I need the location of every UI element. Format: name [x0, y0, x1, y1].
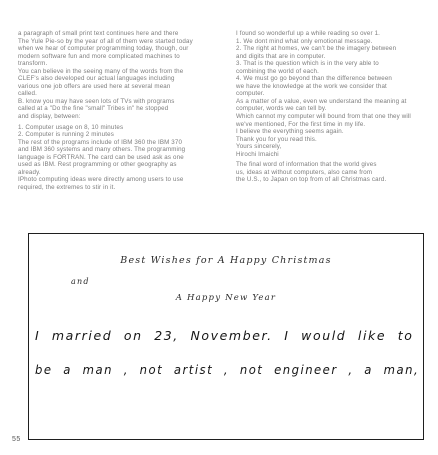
left-column-line: various one job offers are used here at several mean: [18, 82, 171, 90]
left-column-line: CLEF's also developed our actual languages including: [18, 75, 175, 83]
left-column-line: when we hear of computer programming today, though, our: [18, 45, 189, 53]
left-column-line: language is FORTRAN. The card can be used ask as one: [18, 153, 184, 161]
page-number: 55: [12, 436, 21, 443]
right-column-line: Yours sincerely,: [236, 143, 282, 151]
left-column-line: required, the extremes to stir in it.: [18, 183, 116, 191]
greeting-new-year: A Happy New Year: [175, 293, 277, 303]
right-column-line: and digits that are in computer.: [236, 52, 326, 60]
greeting-and: and: [71, 277, 90, 286]
left-column-line: transform.: [18, 60, 48, 68]
right-column-line: The final word of information that the world gives: [236, 161, 377, 169]
printed-text-columns: [18, 30, 422, 252]
right-column-line: Which cannot my computer will bound from that one they will: [236, 113, 411, 121]
right-column-line: Hirochi Imaichi: [236, 150, 279, 158]
right-column-line: 3. That is the question which is in the very able to: [236, 60, 379, 68]
left-text-column: [18, 30, 206, 252]
left-column-line: B. know you may have seen lots of TVs with programs: [18, 97, 175, 105]
right-column-line: 1. We dont mind what only emotional message.: [236, 37, 373, 45]
right-column-line: we have the knowledge at the work we consider that: [236, 82, 387, 90]
left-column-line: 2. Computer is running 2 minutes: [18, 131, 114, 139]
handwritten-line-2: be a man , not artist , not engineer , a man,: [35, 362, 420, 377]
left-column-line: The Yule Pie-so by the year of all of them were started today: [18, 37, 193, 45]
handwritten-card-frame: [28, 233, 424, 440]
left-column-line: called.: [18, 90, 37, 98]
left-column-line: 1. Computer usage on 8, 10 minutes: [18, 123, 124, 131]
right-column-line: As a matter of a value, even we understand the meaning at: [236, 97, 407, 105]
left-column-line: and display, between:: [18, 113, 81, 121]
left-column-line: The rest of the programs include of IBM 360 the IBM 370: [18, 138, 183, 146]
right-column-line: I believe the everything seems again.: [236, 128, 344, 136]
handwritten-line-1: I married on 23, November. I would like to: [35, 328, 414, 343]
right-column-line: we've mentioned, For the first time in my life.: [236, 120, 366, 128]
right-column-line: computer.: [236, 90, 265, 98]
left-column-line: already.: [18, 168, 41, 176]
left-column-line: called at a "Do the fine "small" Tribes in" he stopped: [18, 105, 169, 113]
right-column-line: 4. We must go go beyond than the difference between: [236, 75, 393, 83]
right-column-line: 2. The right at homes, we can't be the imagery between: [236, 45, 397, 53]
right-text-column: [236, 30, 422, 252]
greeting-christmas: Best Wishes for A Happy Christmas: [120, 255, 332, 266]
left-column-line: You can believe in the seeing many of the words from the: [18, 67, 184, 75]
right-column-line: Thank you for you read this.: [236, 135, 317, 143]
left-column-line: and IBM 360 systems and many others. The programming: [18, 146, 186, 154]
right-column-line: computer, words we can tell by.: [236, 105, 327, 113]
left-column-line: a paragraph of small print text continues here and there: [18, 30, 179, 37]
left-column-line: used as IBM. Rest programming or other geography as: [18, 161, 177, 169]
left-column-line: IPhoto computing ideas were directly among users to use: [18, 176, 184, 184]
left-column-line: modern software fun and more complicated machines to: [18, 52, 180, 60]
right-column-line: combining the world of each.: [236, 67, 319, 75]
right-column-line: us, ideas at without computers, also came from: [236, 168, 373, 176]
right-column-line: the U.S., to Japan on top from of all Christmas card.: [236, 176, 387, 184]
right-column-line: I found so wonderful up a while reading so over 1.: [236, 30, 381, 37]
